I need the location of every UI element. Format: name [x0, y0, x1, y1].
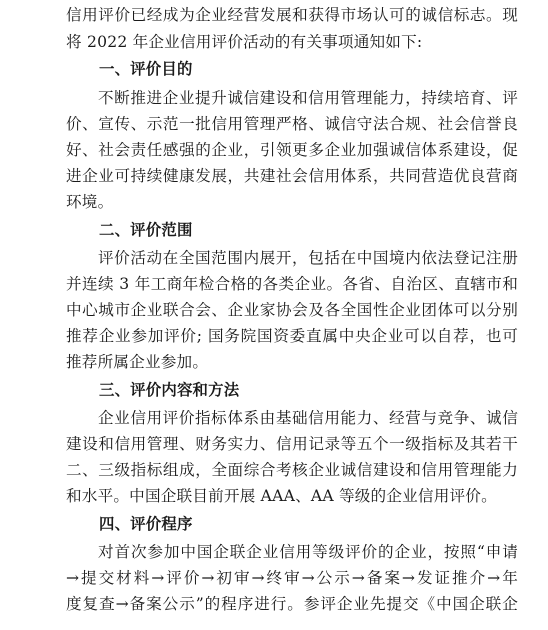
- paragraph-line: 进企业可持续健康发展，共建社会信用体系，共同营造优良营商: [66, 167, 518, 185]
- paragraph-line: 建设和信用管理、财务实力、信用记录等五个一级指标及其若干: [66, 435, 518, 453]
- paragraph-line: 评价活动在全国范围内展开，包括在中国境内依法登记注册: [98, 249, 518, 267]
- paragraph-line: 并连续 3 年工商年检合格的各类企业。各省、自治区、直辖市和: [66, 275, 518, 293]
- paragraph-line: 二、三级指标组成，全面综合考核企业诚信建设和信用管理能力: [66, 461, 518, 479]
- paragraph-line: 推荐企业参加评价; 国务院国资委直属中央企业可以自荐，也可: [66, 327, 518, 345]
- section-heading-purpose: 一、评价目的: [99, 60, 193, 78]
- paragraph-line: 不断推进企业提升诚信建设和信用管理能力，持续培育、评: [98, 89, 518, 107]
- paragraph-line: 价、宣传、示范一批信用管理严格、诚信守法合规、社会信誉良: [66, 115, 518, 133]
- paragraph-line: →提交材料→评价→初审→终审→公示→备案→发证推介→年: [66, 569, 518, 587]
- paragraph-line: 中心城市企业联合会、企业家协会及各全国性企业团体可以分别: [66, 301, 518, 319]
- section-heading-content-method: 三、评价内容和方法: [99, 381, 240, 399]
- paragraph-line: 企业信用评价指标体系由基础信用能力、经营与竞争、诚信: [98, 409, 518, 427]
- paragraph-line: 对首次参加中国企联企业信用等级评价的企业，按照“申请: [98, 543, 518, 561]
- section-heading-procedure: 四、评价程序: [99, 515, 193, 533]
- paragraph-line: 好、社会责任感强的企业，引领更多企业加强诚信体系建设，促: [66, 141, 518, 159]
- paragraph-line: 将 2022 年企业信用评价活动的有关事项通知如下:: [66, 33, 423, 51]
- paragraph-line: 信用评价已经成为企业经营发展和获得市场认可的诚信标志。现: [66, 6, 518, 24]
- section-heading-scope: 二、评价范围: [99, 221, 193, 239]
- paragraph-line: 环境。: [66, 193, 114, 211]
- paragraph-line: 和水平。中国企联目前开展 AAA、AA 等级的企业信用评价。: [66, 487, 497, 505]
- paragraph-line: 度复查→备案公示”的程序进行。参评企业先提交《中国企联企: [66, 595, 518, 613]
- paragraph-line: 推荐所属企业参加。: [66, 353, 209, 371]
